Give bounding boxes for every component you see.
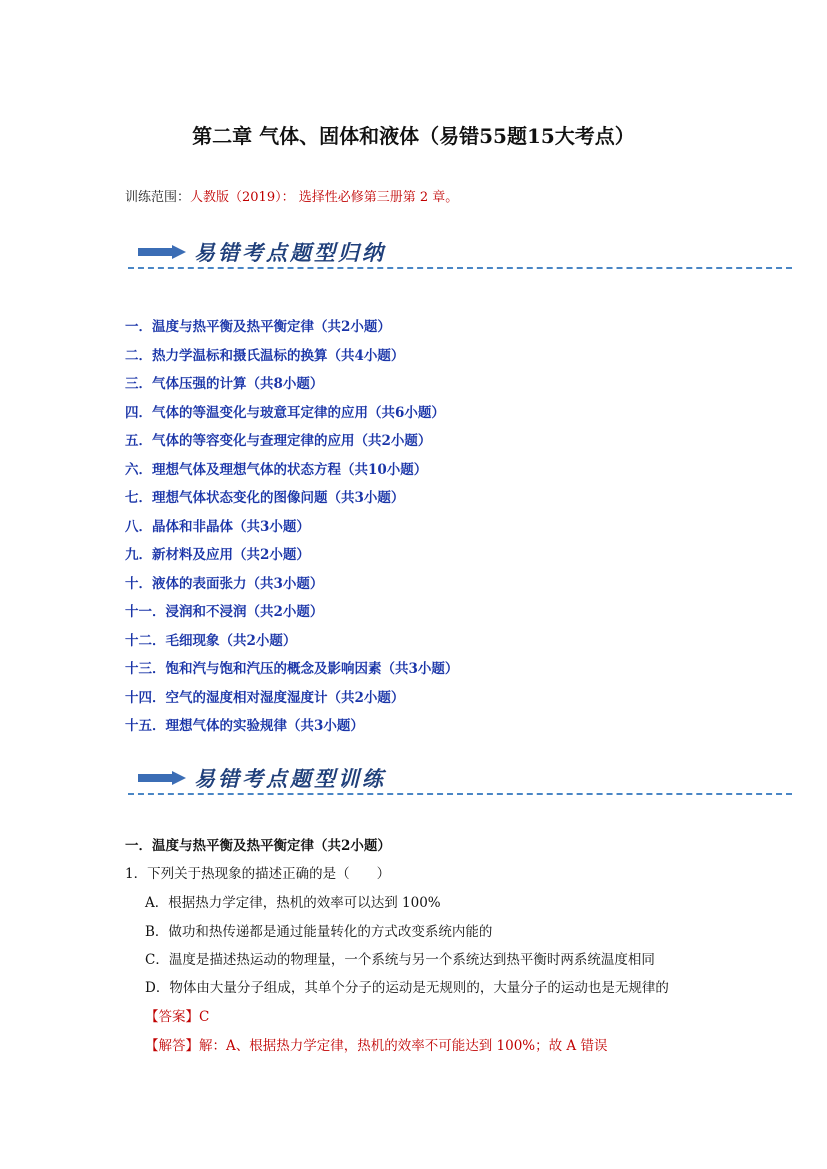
topic-list: [125, 318, 458, 746]
explanation: 【解答】解：A、根据热力学定律，热机的效率不可能达到 100%；故 A 错误: [145, 1038, 608, 1054]
option-c: C．温度是描述热运动的物理量，一个系统与另一个系统达到热平衡时两系统温度相同: [145, 952, 655, 968]
topic-item: 三．气体压强的计算（共8小题）: [125, 376, 324, 392]
topic-item: 八．晶体和非晶体（共3小题）: [125, 518, 310, 535]
option-d: D．物体由大量分子组成，其单个分子的运动是无规则的，大量分子的运动也是无规律的: [145, 980, 669, 996]
topic-item: 四．气体的等温变化与玻意耳定律的应用（共6小题）: [125, 404, 445, 421]
topic-item: 十．液体的表面张力（共3小题）: [125, 575, 324, 592]
answer: 【答案】C: [145, 1009, 210, 1025]
banner-training-title: 易错考点题型训练: [194, 766, 386, 791]
banner-divider: [128, 267, 792, 269]
topic-item: 十二．毛细现象（共2小题）: [125, 632, 297, 649]
topic-item: 十五．理想气体的实验规律（共3小题）: [125, 718, 364, 734]
question-stem: 1．下列关于热现象的描述正确的是（ ）: [125, 866, 391, 882]
page-title: 第二章 气体、固体和液体（易错55题15大考点）: [192, 124, 635, 148]
topic-item: 六．理想气体及理想气体的状态方程（共10小题）: [125, 461, 428, 478]
topic-item: 十三．饱和汽与饱和汽压的概念及影响因素（共3小题）: [125, 661, 459, 677]
topic-item: 十一．浸润和不浸润（共2小题）: [125, 604, 324, 620]
topic-item: 五．气体的等容变化与查理定律的应用（共2小题）: [125, 433, 432, 449]
topic-item: 九．新材料及应用（共2小题）: [125, 547, 310, 563]
training-range-value: 人教版（2019）： 选择性必修第三册第 2 章。: [190, 190, 459, 205]
banner-training: [128, 760, 792, 800]
section-heading: 一．温度与热平衡及热平衡定律（共2小题）: [125, 838, 391, 854]
option-b: B．做功和热传递都是通过能量转化的方式改变系统内能的: [145, 924, 493, 940]
topic-item: 二．热力学温标和摄氏温标的换算（共4小题）: [125, 347, 405, 364]
right-arrow-icon: [138, 771, 186, 785]
topic-item: 十四．空气的湿度相对湿度湿度计（共2小题）: [125, 689, 405, 706]
topic-item: 七．理想气体状态变化的图像问题（共3小题）: [125, 490, 405, 506]
option-a: A．根据热力学定律，热机的效率可以达到 100%: [145, 895, 441, 911]
topic-item: 一．温度与热平衡及热平衡定律（共2小题）: [125, 319, 391, 335]
right-arrow-icon: [138, 245, 186, 259]
banner-divider: [128, 793, 792, 795]
training-range-label: 训练范围：: [125, 190, 191, 205]
banner-summary-title: 易错考点题型归纳: [194, 240, 386, 265]
banner-summary: [128, 234, 792, 274]
training-range: [125, 186, 458, 205]
